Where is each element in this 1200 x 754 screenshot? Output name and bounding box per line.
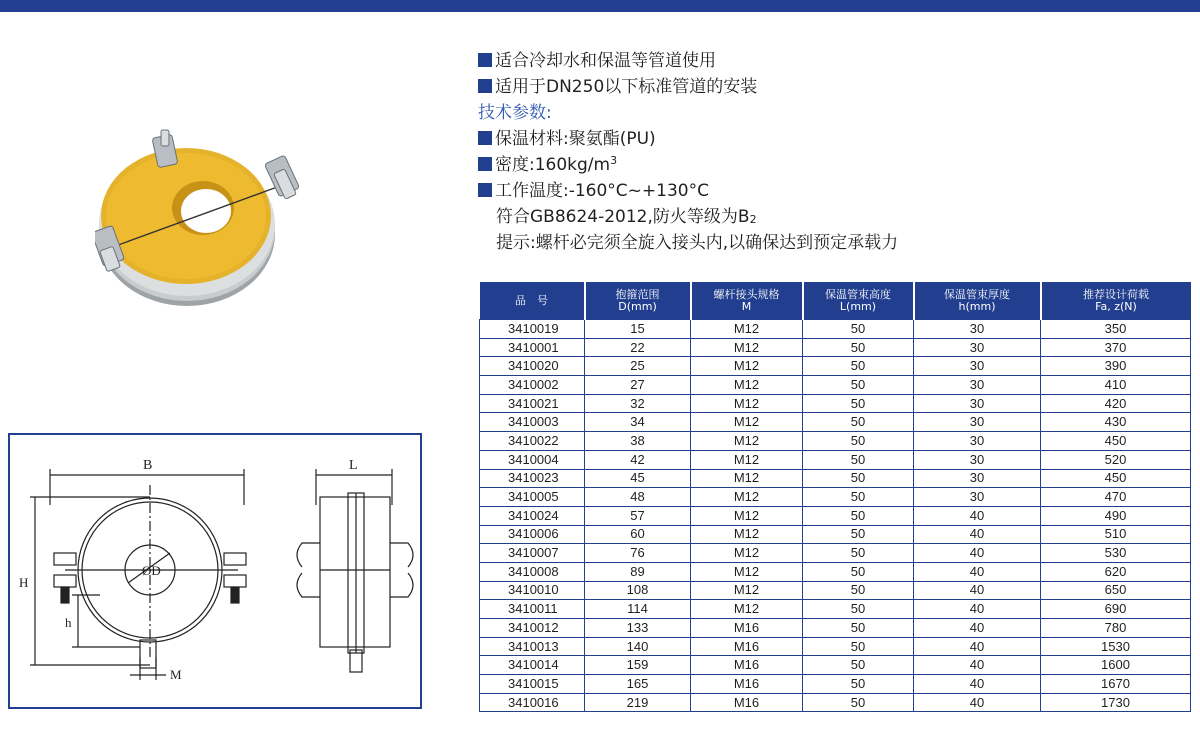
cell-diameter: 32: [585, 394, 691, 413]
cell-code: 3410023: [480, 469, 585, 488]
cell-code: 3410021: [480, 394, 585, 413]
top-banner-bar: [0, 0, 1200, 12]
cell-thickness: 30: [914, 488, 1041, 507]
column-header-code: 品 号: [480, 282, 585, 320]
table-row: [480, 693, 1191, 712]
table-row: [480, 488, 1191, 507]
table-row: [480, 394, 1191, 413]
cell-code: 3410008: [480, 562, 585, 581]
cell-diameter: 57: [585, 506, 691, 525]
table-row: [480, 525, 1191, 544]
column-header-diameter: 抱箍范围 D(mm): [585, 282, 691, 320]
cell-height: 50: [803, 525, 914, 544]
spec-table: [479, 282, 1191, 712]
cell-height: 50: [803, 693, 914, 712]
table-row: [480, 432, 1191, 451]
cell-thread: M12: [691, 376, 803, 395]
cell-diameter: 219: [585, 693, 691, 712]
cell-thickness: 30: [914, 432, 1041, 451]
cell-thickness: 30: [914, 469, 1041, 488]
cell-thickness: 40: [914, 581, 1041, 600]
table-row: [480, 544, 1191, 563]
cell-thickness: 30: [914, 357, 1041, 376]
cell-thread: M12: [691, 413, 803, 432]
cell-thickness: 30: [914, 413, 1041, 432]
cell-diameter: 165: [585, 675, 691, 694]
cell-diameter: 45: [585, 469, 691, 488]
technical-drawing-panel: [8, 433, 422, 709]
density-line: 密度$:160kg/m^3$: [478, 152, 1178, 178]
cell-diameter: 25: [585, 357, 691, 376]
cell-thickness: 30: [914, 450, 1041, 469]
cell-height: 50: [803, 675, 914, 694]
cell-thread: M12: [691, 544, 803, 563]
cell-thread: M16: [691, 637, 803, 656]
cell-code: 3410013: [480, 637, 585, 656]
square-bullet-icon: [478, 183, 492, 197]
table-header-row: [480, 282, 1191, 320]
cell-thickness: 40: [914, 600, 1041, 619]
table-row: [480, 376, 1191, 395]
table-row: [480, 338, 1191, 357]
cell-code: 3410014: [480, 656, 585, 675]
cell-thickness: 30: [914, 320, 1041, 339]
cell-diameter: 34: [585, 413, 691, 432]
cell-thickness: 40: [914, 637, 1041, 656]
cell-load: 410: [1041, 376, 1191, 395]
column-header-thread: 螺杆接头规格 M: [691, 282, 803, 320]
cell-load: 450: [1041, 432, 1191, 451]
cell-diameter: 22: [585, 338, 691, 357]
cell-thread: M12: [691, 450, 803, 469]
cell-load: 370: [1041, 338, 1191, 357]
cell-thickness: 40: [914, 544, 1041, 563]
cell-load: 1600: [1041, 656, 1191, 675]
table-row: [480, 675, 1191, 694]
feature-line: 适用于DN250以下标准管道的安装: [478, 74, 1178, 100]
cell-load: 350: [1041, 320, 1191, 339]
cell-diameter: 159: [585, 656, 691, 675]
cell-thread: M16: [691, 675, 803, 694]
table-row: [480, 637, 1191, 656]
cell-diameter: 48: [585, 488, 691, 507]
dimension-label-m: M: [170, 667, 182, 682]
square-bullet-icon: [478, 79, 492, 93]
cell-thickness: 40: [914, 656, 1041, 675]
dimension-label-b: B: [143, 458, 153, 473]
dimension-label-d: ØD: [142, 563, 161, 578]
cell-thread: M12: [691, 357, 803, 376]
cell-thread: M12: [691, 562, 803, 581]
pipe-clamp-product-image: [95, 128, 310, 310]
cell-height: 50: [803, 656, 914, 675]
cell-load: 530: [1041, 544, 1191, 563]
table-row: [480, 450, 1191, 469]
cell-code: 3410004: [480, 450, 585, 469]
cell-height: 50: [803, 320, 914, 339]
cell-thread: M16: [691, 656, 803, 675]
table-row: [480, 357, 1191, 376]
description-block: [478, 48, 1178, 256]
cell-height: 50: [803, 637, 914, 656]
cell-load: 1670: [1041, 675, 1191, 694]
cell-code: 3410006: [480, 525, 585, 544]
cell-height: 50: [803, 619, 914, 638]
cell-thickness: 40: [914, 562, 1041, 581]
cell-code: 3410012: [480, 619, 585, 638]
cell-height: 50: [803, 581, 914, 600]
cell-load: 690: [1041, 600, 1191, 619]
cell-code: 3410007: [480, 544, 585, 563]
square-bullet-icon: [478, 157, 492, 171]
cell-thread: M12: [691, 338, 803, 357]
cell-load: 650: [1041, 581, 1191, 600]
temperature-line: 工作温度:-160°C~+130°C: [478, 178, 1178, 204]
cell-thickness: 30: [914, 376, 1041, 395]
cell-code: 3410010: [480, 581, 585, 600]
cell-code: 3410015: [480, 675, 585, 694]
cell-code: 3410020: [480, 357, 585, 376]
table-row: [480, 320, 1191, 339]
cell-load: 470: [1041, 488, 1191, 507]
cell-thread: M12: [691, 581, 803, 600]
technical-drawing: [10, 435, 420, 707]
cell-diameter: 38: [585, 432, 691, 451]
cell-load: 520: [1041, 450, 1191, 469]
cell-thickness: 40: [914, 675, 1041, 694]
cell-load: 510: [1041, 525, 1191, 544]
table-row: [480, 506, 1191, 525]
cell-thread: M16: [691, 619, 803, 638]
material-line: 保温材料:聚氨酯(PU): [478, 126, 1178, 152]
fire-rating-line: 符合GB8624-2012,防火等级为$B_2$: [496, 207, 757, 227]
cell-diameter: 76: [585, 544, 691, 563]
square-bullet-icon: [478, 53, 492, 67]
column-header-load: 推荐设计荷载 Fa, z(N): [1041, 282, 1191, 320]
cell-diameter: 114: [585, 600, 691, 619]
cell-height: 50: [803, 506, 914, 525]
cell-height: 50: [803, 357, 914, 376]
column-header-thickness: 保温管束厚度 h(mm): [914, 282, 1041, 320]
cell-diameter: 133: [585, 619, 691, 638]
installation-tip: 提示:螺杆必完须全旋入接头内,以确保达到预定承载力: [496, 233, 899, 253]
cell-diameter: 27: [585, 376, 691, 395]
cell-thickness: 40: [914, 619, 1041, 638]
cell-thickness: 30: [914, 338, 1041, 357]
table-row: [480, 656, 1191, 675]
cell-height: 50: [803, 450, 914, 469]
cell-thread: M12: [691, 525, 803, 544]
cell-thickness: 30: [914, 394, 1041, 413]
feature-line: 适合冷却水和保温等管道使用: [478, 48, 1178, 74]
cell-diameter: 60: [585, 525, 691, 544]
cell-load: 490: [1041, 506, 1191, 525]
cell-height: 50: [803, 376, 914, 395]
cell-load: 450: [1041, 469, 1191, 488]
cell-code: 3410001: [480, 338, 585, 357]
cell-code: 3410022: [480, 432, 585, 451]
table-row: [480, 619, 1191, 638]
cell-code: 3410016: [480, 693, 585, 712]
tech-params-heading: 技术参数:: [478, 103, 552, 123]
cell-code: 3410002: [480, 376, 585, 395]
dimension-label-l: L: [349, 458, 358, 473]
cell-code: 3410005: [480, 488, 585, 507]
cell-height: 50: [803, 562, 914, 581]
cell-code: 3410003: [480, 413, 585, 432]
cell-height: 50: [803, 544, 914, 563]
cell-height: 50: [803, 600, 914, 619]
table-row: [480, 581, 1191, 600]
cell-height: 50: [803, 469, 914, 488]
cell-height: 50: [803, 488, 914, 507]
cell-diameter: 42: [585, 450, 691, 469]
cell-height: 50: [803, 338, 914, 357]
cell-thread: M12: [691, 394, 803, 413]
cell-diameter: 89: [585, 562, 691, 581]
table-row: [480, 600, 1191, 619]
column-header-height: 保温管束高度 L(mm): [803, 282, 914, 320]
dimension-label-h-total: H: [19, 575, 29, 590]
cell-load: 420: [1041, 394, 1191, 413]
cell-diameter: 140: [585, 637, 691, 656]
cell-height: 50: [803, 432, 914, 451]
cell-code: 3410019: [480, 320, 585, 339]
cell-thread: M12: [691, 432, 803, 451]
cell-load: 430: [1041, 413, 1191, 432]
cell-thread: M16: [691, 693, 803, 712]
cell-thread: M12: [691, 600, 803, 619]
square-bullet-icon: [478, 131, 492, 145]
cell-thickness: 40: [914, 506, 1041, 525]
cell-thread: M12: [691, 320, 803, 339]
table-row: [480, 562, 1191, 581]
cell-load: 780: [1041, 619, 1191, 638]
cell-thread: M12: [691, 469, 803, 488]
spec-table-body: [480, 320, 1191, 712]
cell-diameter: 15: [585, 320, 691, 339]
cell-load: 390: [1041, 357, 1191, 376]
cell-height: 50: [803, 394, 914, 413]
cell-code: 3410011: [480, 600, 585, 619]
cell-thickness: 40: [914, 693, 1041, 712]
cell-thread: M12: [691, 488, 803, 507]
cell-height: 50: [803, 413, 914, 432]
cell-diameter: 108: [585, 581, 691, 600]
cell-load: 1730: [1041, 693, 1191, 712]
table-row: [480, 413, 1191, 432]
cell-thread: M12: [691, 506, 803, 525]
cell-load: 620: [1041, 562, 1191, 581]
table-row: [480, 469, 1191, 488]
dimension-label-h-thickness: h: [65, 615, 72, 630]
cell-load: 1530: [1041, 637, 1191, 656]
cell-thickness: 40: [914, 525, 1041, 544]
cell-code: 3410024: [480, 506, 585, 525]
